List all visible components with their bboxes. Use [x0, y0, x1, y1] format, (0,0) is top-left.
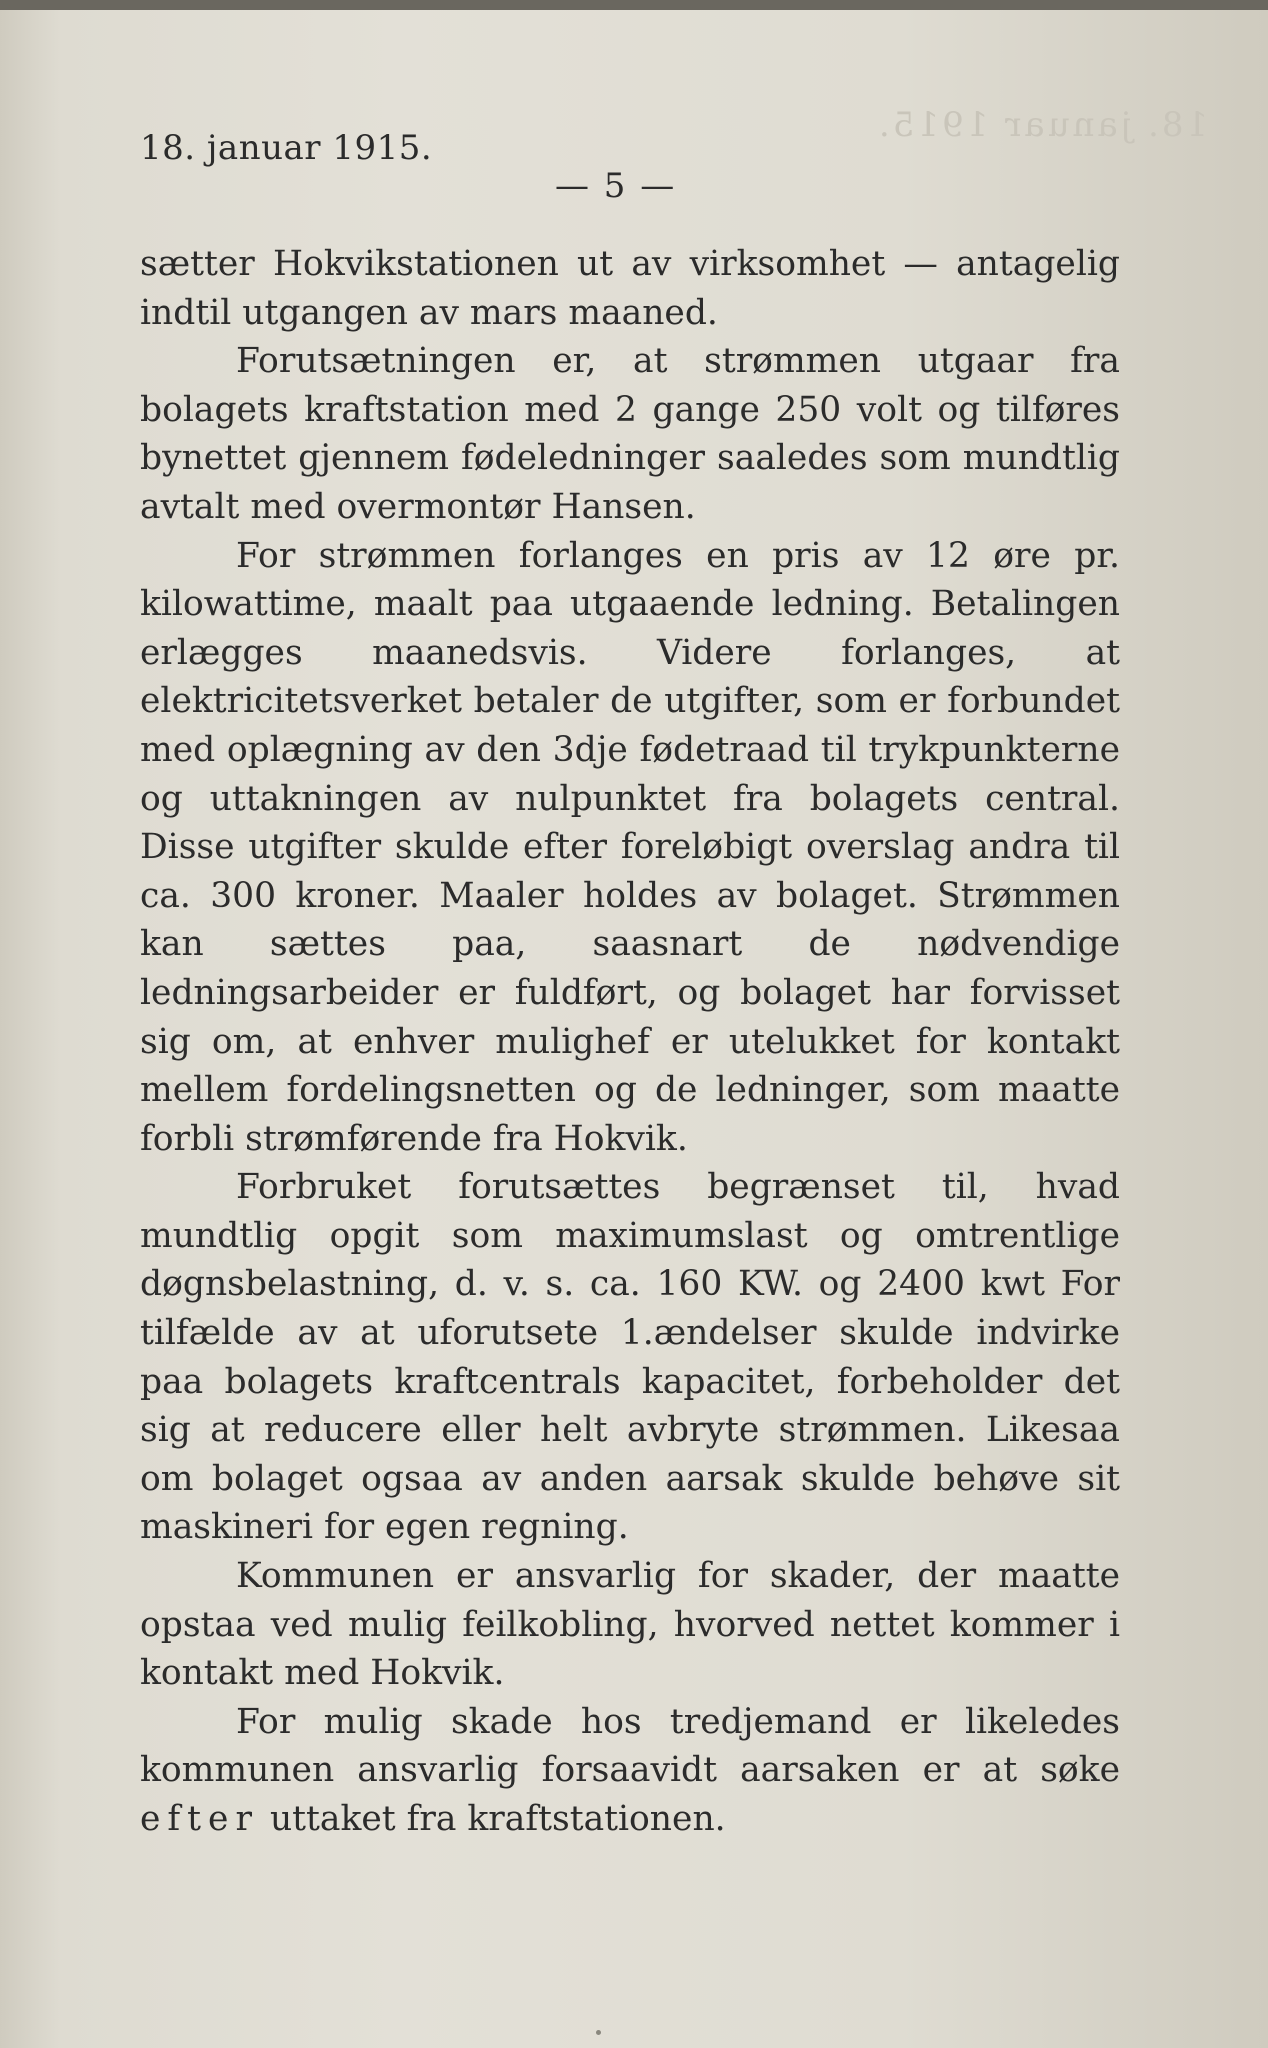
- page-top-edge: [0, 0, 1268, 10]
- bleed-through-text: 18. januar 1915.: [875, 105, 1208, 145]
- paragraph-last-text: For mulig skade hos tredjemand er likeledes kommunen ansvarlig forsaavidt aarsaken er at søke: [140, 1701, 1120, 1791]
- page-speck: [596, 2030, 601, 2035]
- body-text: [140, 240, 1120, 1844]
- page-number: — 5 —: [555, 166, 677, 206]
- paragraph: Forbruket forutsættes begrænset til, hvad mundtlig opgit som maximumslast og omtrentlige døgnsbelastning, d. v. s. ca. 160 KW. og 2400 kwt For tilfælde av at uforutsete 1.ændelser skulde indvirke paa bolagets kraftcentrals kapacitet, forbeholder det sig at reducere eller helt avbryte strømmen. Likesaa om bolaget ogsaa av anden aarsak skulde behøve sit maskineri for egen regning.: [140, 1167, 1120, 1548]
- document-date: 18. januar 1915.: [140, 128, 433, 168]
- paragraph: For strømmen forlanges en pris av 12 øre pr. kilowattime, maalt paa utgaaende ledning. Betalingen erlægges maanedsvis. Videre forlanges, at elektricitetsverket betaler de utgifter, som er forbundet med oplægning av den 3dje fødetraad til trykpunkterne og uttakningen av nulpunktet fra bolagets central. Disse utgifter skulde efter foreløbigt overslag andra til ca. 300 kroner. Maaler holdes av bolaget. Strømmen kan sættes paa, saasnart de nødvendige ledningsarbeider er fuldført, og bolaget har forvisset sig om, at enhver mulighef er utelukket for kontakt mellem fordelingsnetten og de ledninger, som maatte forbli strømførende fra Hokvik.: [140, 535, 1120, 1159]
- spaced-word: efter: [140, 1799, 259, 1839]
- paragraph: Forutsætningen er, at strømmen utgaar fra bolagets kraftstation med 2 gange 250 volt og tilføres bynettet gjennem fødeledninger saaledes som mundtlig avtalt med overmontør Hansen.: [140, 341, 1120, 527]
- paragraph-continued: sætter Hokvikstationen ut av virksomhet — antagelig indtil utgangen av mars maaned.: [140, 244, 1120, 333]
- paragraph: Kommunen er ansvarlig for skader, der maatte opstaa ved mulig feilkobling, hvorved nettet kommer i kontakt med Hokvik.: [140, 1556, 1120, 1694]
- paragraph-last: [140, 1698, 1120, 1844]
- paragraph-last-ending: uttaket fra kraftstationen.: [269, 1799, 726, 1839]
